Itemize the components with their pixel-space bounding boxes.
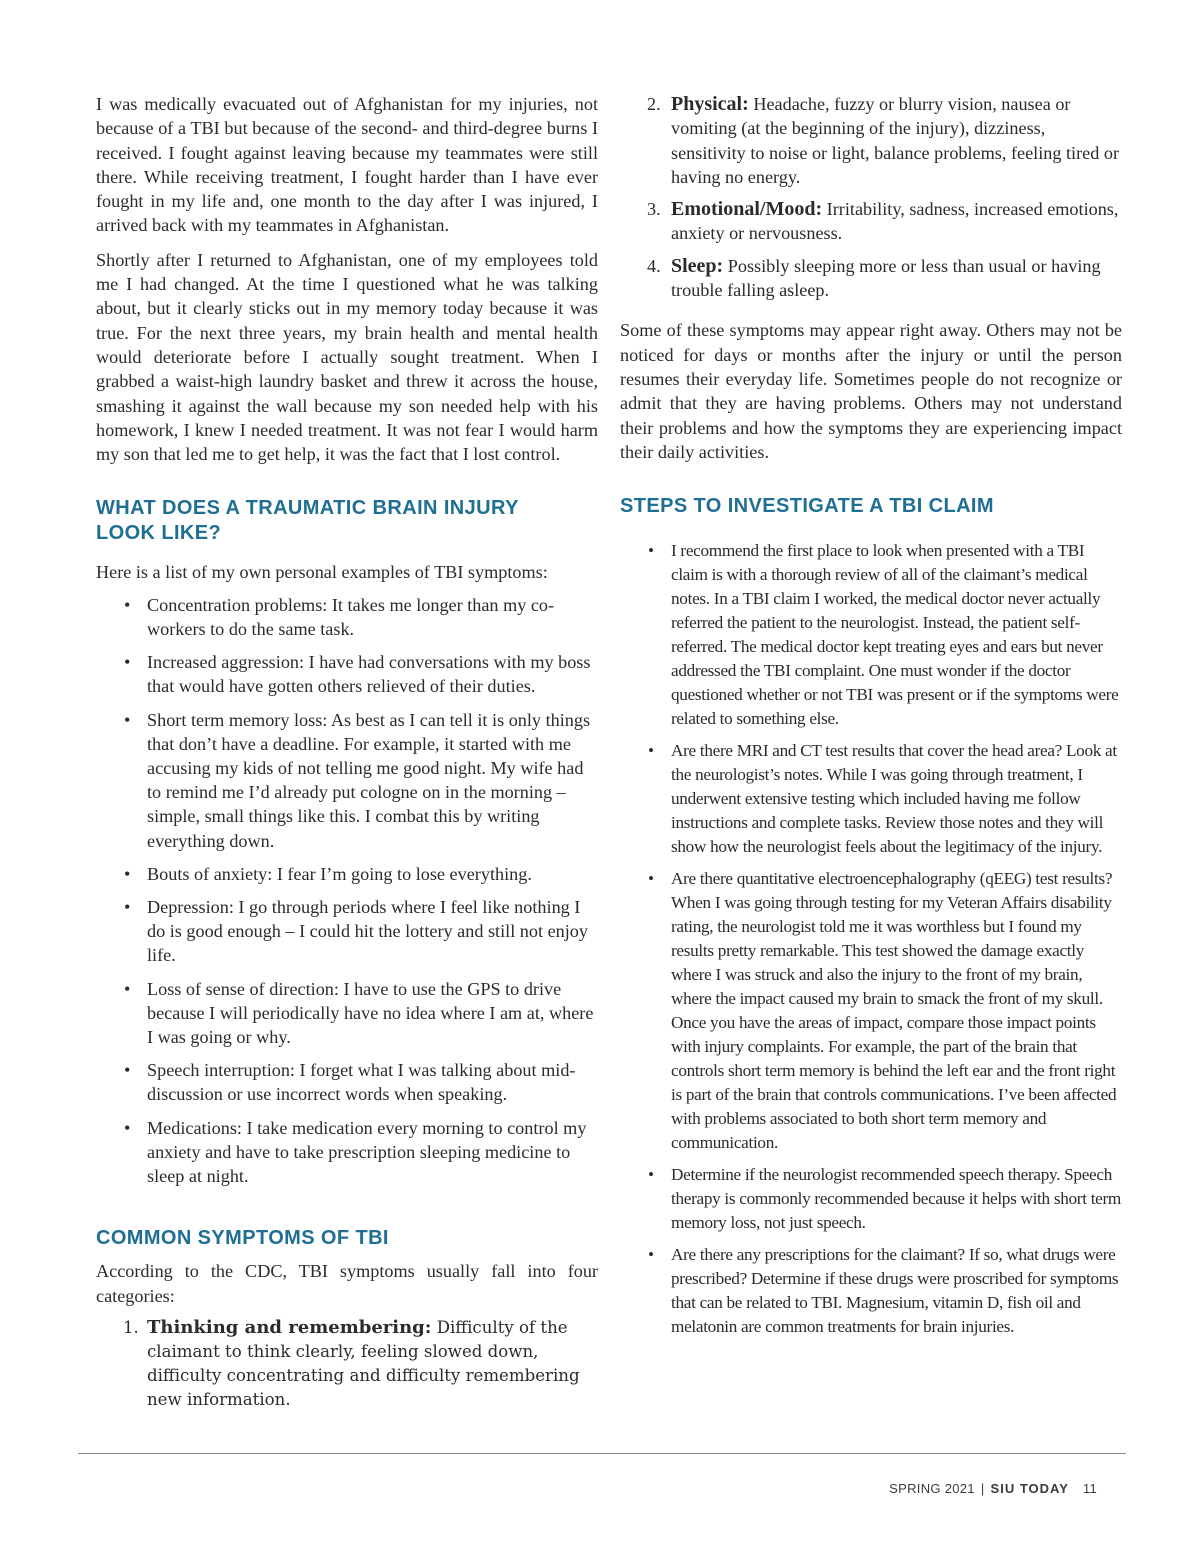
list-item: • Are there MRI and CT test results that cover the head area? Look at the neurologist’s notes. While I was going through treatment, I underwent extensive testing which included having me follow instructions and complete tasks. Review those notes and they will show how the neurologist feels about the legitimacy of the injury. bbox=[620, 739, 1122, 859]
paragraph: I was medically evacuated out of Afghanistan for my injuries, not because of a TBI but because of the second- and third-degree burns I received. I fought against leaving because my teammates were still there. While receiving treatment, I fought harder than I have ever fought in my life and, one month to the day after I was injured, I arrived back with my teammates in Afghanistan. bbox=[96, 94, 598, 236]
list-item: • Short term memory loss: As best as I can tell it is only things that don’t have a deadline. For example, it started with me accusing my kids of not telling me good night. My wife had to remind me I’d already put cologne on in the morning – simple, small things like this. I combat this by writing everything down. bbox=[96, 708, 598, 853]
list-item: • Loss of sense of direction: I have to use the GPS to drive because I will periodically have no idea where I am at, where I was going or why. bbox=[96, 977, 598, 1050]
list-item bbox=[96, 1316, 598, 1412]
list-number: 2. bbox=[647, 94, 661, 114]
page-footer bbox=[889, 1481, 1097, 1496]
category-text: Difficulty of the claimant to think clearly, feeling slowed down, difficulty concentrating and difficulty remembering new information. bbox=[147, 1317, 580, 1409]
list-item: • Speech interruption: I forget what I was talking about mid-discussion or use incorrect words when speaking. bbox=[96, 1058, 598, 1106]
list-item bbox=[620, 254, 1122, 303]
symptom-examples-list bbox=[96, 593, 598, 1188]
issue-season: SPRING 2021 bbox=[889, 1481, 975, 1496]
list-item: • Increased aggression: I have had conversations with my boss that would have gotten others relieved of their duties. bbox=[96, 650, 598, 698]
investigation-steps-list bbox=[620, 539, 1122, 1339]
page-number: 11 bbox=[1082, 1481, 1097, 1496]
footer-divider bbox=[78, 1453, 1126, 1454]
footer-separator: | bbox=[980, 1481, 985, 1496]
paragraph: Some of these symptoms may appear right away. Others may not be noticed for days or months after the injury or until the person resumes their everyday life. Sometimes people do not recognize or admit that they are having problems. Others may not understand their problems and how the symptoms they are experiencing impact their daily activities. bbox=[620, 320, 1122, 462]
list-intro: Here is a list of my own personal examples of TBI symptoms: bbox=[96, 562, 548, 583]
category-text: Possibly sleeping more or less than usual or having trouble falling asleep. bbox=[671, 255, 1101, 301]
symptom-categories-list bbox=[96, 1316, 598, 1412]
list-number: 1. bbox=[123, 1317, 139, 1337]
category-title: Thinking and remembering: bbox=[147, 1316, 432, 1338]
list-item: • Medications: I take medication every morning to control my anxiety and have to take prescription sleeping medicine to sleep at night. bbox=[96, 1116, 598, 1189]
list-number: 3. bbox=[647, 199, 661, 220]
left-column bbox=[96, 92, 598, 1420]
section-heading: WHAT DOES A TRAUMATIC BRAIN INJURY LOOK LIKE? bbox=[96, 497, 519, 545]
list-item: • Determine if the neurologist recommended speech therapy. Speech therapy is commonly recommended because it helps with short term memory loss, not just speech. bbox=[620, 1163, 1122, 1235]
list-number: 4. bbox=[647, 255, 661, 276]
list-item bbox=[620, 197, 1122, 246]
category-text: Headache, fuzzy or blurry vision, nausea or vomiting (at the beginning of the injury), dizziness, sensitivity to noise or light, balance problems, feeling tired or having no energy. bbox=[671, 94, 1120, 187]
category-title: Sleep: bbox=[671, 254, 724, 277]
section-heading: STEPS TO INVESTIGATE A TBI CLAIM bbox=[620, 495, 994, 518]
right-column bbox=[620, 92, 1122, 1347]
category-title: Emotional/Mood: bbox=[671, 198, 823, 221]
category-title: Physical: bbox=[671, 93, 749, 115]
list-intro: According to the CDC, TBI symptoms usually fall into four categories: bbox=[96, 1261, 598, 1306]
paragraph: Shortly after I returned to Afghanistan, one of my employees told me I had changed. At the time I questioned what he was talking about, but it clearly sticks out in my memory today because it was true. For the next three years, my brain health and mental health would deteriorate before I actually sought treatment. When I grabbed a waist-high laundry basket and threw it across the house, smashing it against the wall because my son needed help with his homework, I knew I needed treatment. It was not fear I would harm my son that led me to get help, it was the fact that I lost control. bbox=[96, 249, 598, 465]
list-item: • Bouts of anxiety: I fear I’m going to lose everything. bbox=[96, 862, 598, 886]
list-item: • Depression: I go through periods where I feel like nothing I do is good enough – I could hit the lottery and still not enjoy life. bbox=[96, 895, 598, 968]
list-item: • Are there quantitative electroencephalography (qEEG) test results? When I was going through testing for my Veteran Affairs disability rating, the neurologist told me it was worthless but I found my results pretty remarkable. This test showed the damage exactly where I was struck and also the injury to the front of my brain, where the impact caused my brain to smack the front of my skull. Once you have the areas of impact, compare those impact points with injury complaints. For example, the part of the brain that controls short term memory is behind the left ear and the front right is part of the brain that controls communications. I’ve been affected with problems associated to both short term memory and communication. bbox=[620, 867, 1122, 1155]
list-item: • I recommend the first place to look when presented with a TBI claim is with a thorough review of all of the claimant’s medical notes. In a TBI claim I worked, the medical doctor never actually referred the patient to the neurologist. Instead, the patient self-referred. The medical doctor kept treating eyes and ears but never addressed the TBI complaint. One must wonder if the doctor questioned whether or not TBI was present or if the symptoms were related to something else. bbox=[620, 539, 1122, 731]
section-heading: COMMON SYMPTOMS OF TBI bbox=[96, 1227, 389, 1250]
magazine-name: SIU TODAY bbox=[990, 1481, 1069, 1496]
symptom-categories-list bbox=[620, 92, 1122, 302]
list-item bbox=[620, 92, 1122, 189]
list-item: • Concentration problems: It takes me longer than my co-workers to do the same task. bbox=[96, 593, 598, 641]
list-item: • Are there any prescriptions for the claimant? If so, what drugs were prescribed? Determine if these drugs were proscribed for symptoms that can be related to TBI. Magnesium, vitamin D, fish oil and melatonin are common treatments for brain injuries. bbox=[620, 1243, 1122, 1339]
category-text: Irritability, sadness, increased emotions, anxiety or nervousness. bbox=[671, 199, 1119, 244]
